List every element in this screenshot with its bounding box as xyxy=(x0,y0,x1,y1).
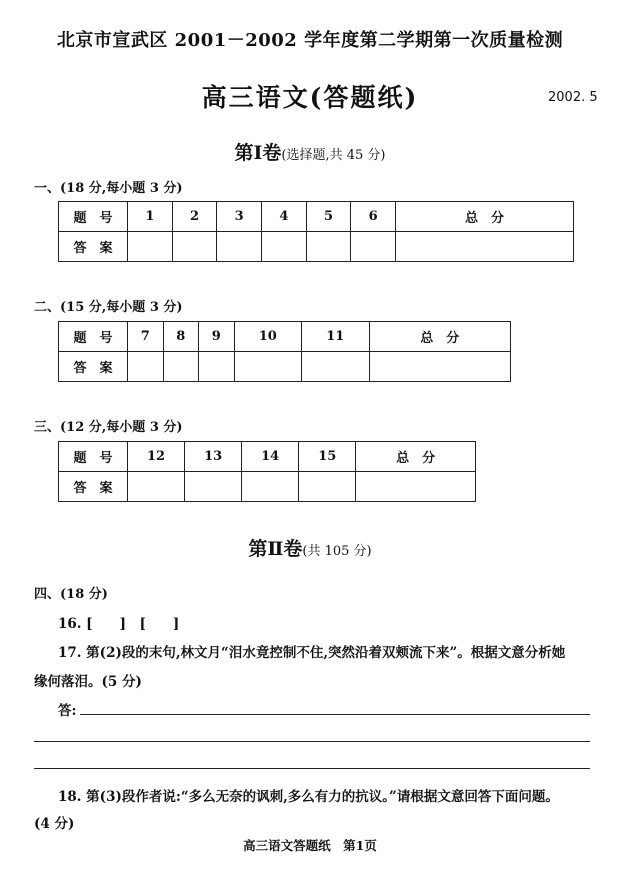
answer-cell[interactable] xyxy=(242,472,299,502)
answer-cell[interactable] xyxy=(185,472,242,502)
question-number-row xyxy=(59,442,476,472)
question-number: 8 xyxy=(163,322,199,352)
answer-cell[interactable] xyxy=(234,352,301,382)
answer-label: 答: xyxy=(58,703,77,719)
row-header: 题 号 xyxy=(59,202,128,232)
question-number: 12 xyxy=(128,442,185,472)
question-17-text: 17. 第(2)段的末句,林文月“泪水竟控制不住,突然沿着双颊流下来”。根据文意分析她 xyxy=(58,645,566,661)
question-18-text: 18. 第(3)段作者说:“多么无奈的讽刺,多么有力的抗议。”请根据文意回答下面问题。 xyxy=(58,789,559,805)
answer-cell[interactable] xyxy=(163,352,199,382)
answer-line[interactable] xyxy=(34,768,590,769)
volume-two-heading xyxy=(0,534,620,561)
total-score-cell[interactable] xyxy=(396,232,574,262)
answer-line[interactable] xyxy=(34,741,590,742)
answer-cell[interactable] xyxy=(128,232,173,262)
question-17-text-cont: 缘何落泪。(5 分) xyxy=(34,674,142,690)
total-score-header: 总 分 xyxy=(356,442,476,472)
question-16: 16. [ ] [ ] xyxy=(58,616,180,632)
volume-two-note: (共 105 分) xyxy=(302,544,372,559)
question-number: 5 xyxy=(306,202,351,232)
answer-cell[interactable] xyxy=(306,232,351,262)
answer-cell[interactable] xyxy=(299,472,356,502)
volume-one-note: (选择题,共 45 分) xyxy=(281,148,386,163)
question-18-text-cont: (4 分) xyxy=(34,816,75,832)
row-header: 答 案 xyxy=(59,352,128,382)
section-four-label: 四、(18 分) xyxy=(34,587,108,602)
section-one-label: 一、(18 分,每小题 3 分) xyxy=(34,181,183,196)
row-header: 答 案 xyxy=(59,472,128,502)
answer-cell[interactable] xyxy=(199,352,235,382)
answer-table-three xyxy=(58,441,476,502)
question-number: 11 xyxy=(302,322,369,352)
answer-line[interactable] xyxy=(80,714,590,715)
answer-row xyxy=(59,232,574,262)
volume-two-title: 第Ⅱ卷 xyxy=(248,538,303,560)
answer-table-one xyxy=(58,201,574,262)
total-score-cell[interactable] xyxy=(356,472,476,502)
question-number: 15 xyxy=(299,442,356,472)
exam-header: 北京市宣武区 2001－2002 学年度第二学期第一次质量检测 xyxy=(56,30,564,51)
question-number: 1 xyxy=(128,202,173,232)
answer-cell[interactable] xyxy=(128,352,164,382)
total-score-cell[interactable] xyxy=(369,352,510,382)
answer-cell[interactable] xyxy=(302,352,369,382)
exam-date: 2002. 5 xyxy=(548,90,598,105)
volume-one-heading xyxy=(0,138,620,165)
question-number: 6 xyxy=(351,202,396,232)
page-footer: 高三语文答题纸 第1页 xyxy=(243,838,377,853)
page-title: 高三语文(答题纸) xyxy=(201,83,419,112)
total-score-header: 总 分 xyxy=(369,322,510,352)
row-header: 题 号 xyxy=(59,322,128,352)
answer-row xyxy=(59,352,511,382)
answer-cell[interactable] xyxy=(172,232,217,262)
total-score-header: 总 分 xyxy=(396,202,574,232)
question-number-row xyxy=(59,202,574,232)
question-number: 10 xyxy=(234,322,301,352)
section-two-label: 二、(15 分,每小题 3 分) xyxy=(34,300,183,315)
question-number: 14 xyxy=(242,442,299,472)
answer-cell[interactable] xyxy=(351,232,396,262)
question-number: 13 xyxy=(185,442,242,472)
question-number-row xyxy=(59,322,511,352)
section-three-label: 三、(12 分,每小题 3 分) xyxy=(34,420,183,435)
answer-table-two xyxy=(58,321,511,382)
question-number: 7 xyxy=(128,322,164,352)
answer-cell[interactable] xyxy=(217,232,262,262)
row-header: 答 案 xyxy=(59,232,128,262)
question-number: 3 xyxy=(217,202,262,232)
answer-row xyxy=(59,472,476,502)
question-number: 4 xyxy=(262,202,307,232)
question-number: 9 xyxy=(199,322,235,352)
question-number: 2 xyxy=(172,202,217,232)
row-header: 题 号 xyxy=(59,442,128,472)
answer-cell[interactable] xyxy=(262,232,307,262)
answer-cell[interactable] xyxy=(128,472,185,502)
volume-one-title: 第Ⅰ卷 xyxy=(234,142,282,164)
